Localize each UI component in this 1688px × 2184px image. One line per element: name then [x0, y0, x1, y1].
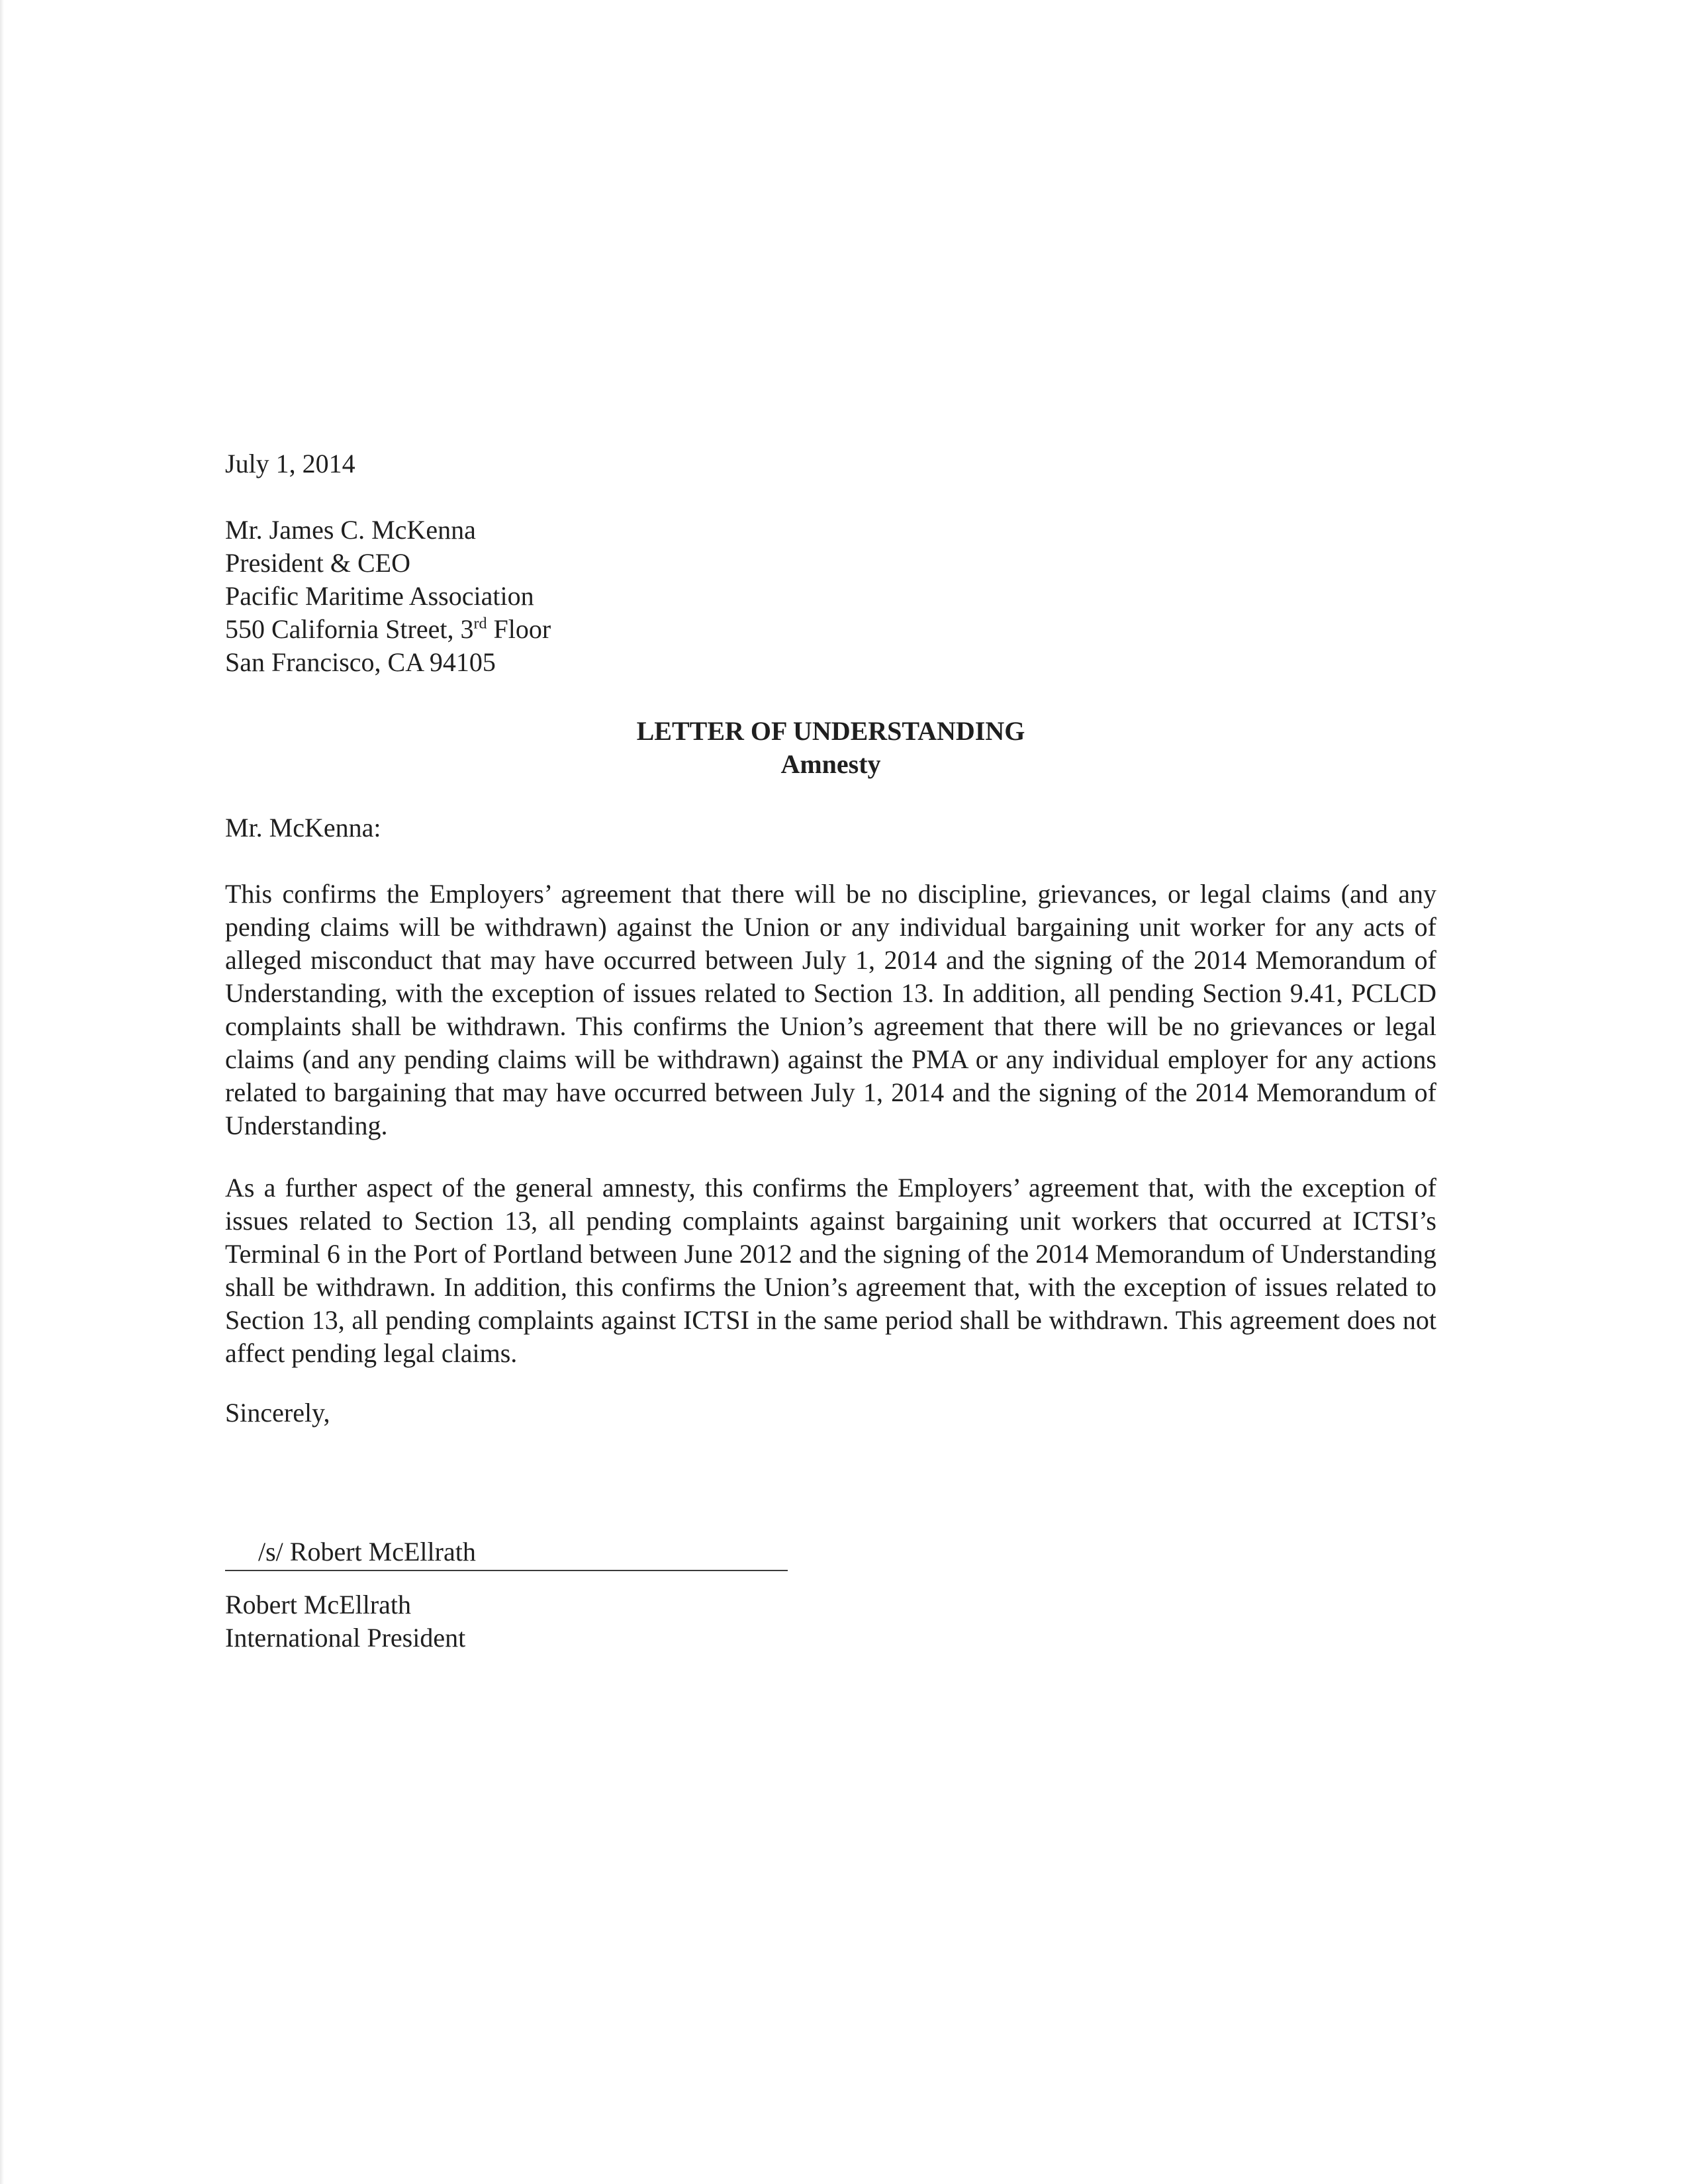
signer-name: Robert McEllrath [225, 1590, 412, 1619]
scan-edge [0, 0, 4, 2184]
recipient-address [225, 514, 1436, 679]
signature-block [225, 1535, 788, 1655]
body-paragraph-1: This confirms the Employers’ agreement that there will be no discipline, grievances, or legal claims (and any pending claims will be withdrawn) against the Union or any individual bargaining unit worker for any acts of alleged misconduct that may have occurred between July 1, 2014 and the signing of the 2014 Memorandum of Understanding, with the exception of issues related to Section 13. In addition, all pending Section 9.41, PCLCD complaints shall be withdrawn. This confirms the Union’s agreement that there will be no grievances or legal claims (and any pending claims will be withdrawn) against the PMA or any individual employer for any actions related to bargaining that may have occurred between July 1, 2014 and the signing of the 2014 Memorandum of Understanding. [225, 879, 1436, 1140]
letter-date: July 1, 2014 [225, 449, 355, 478]
signer-title: International President [225, 1623, 466, 1653]
street-ordinal: rd [473, 615, 487, 633]
street-suffix: Floor [487, 614, 551, 644]
heading-subtitle: Amnesty [780, 749, 881, 779]
recipient-city: San Francisco, CA 94105 [225, 647, 496, 677]
recipient-title: President & CEO [225, 548, 410, 578]
letter-heading [225, 715, 1436, 781]
body-paragraph-2: As a further aspect of the general amnesty, this confirms the Employers’ agreement that, with the exception of issues related to Section 13, all pending complaints against bargaining unit workers that occurred at ICTSI’s Terminal 6 in the Port of Portland between June 2012 and the signing of the 2014 Memorandum of Understanding shall be withdrawn. In addition, this confirms the Union’s agreement that, with the exception of issues related to Section 13, all pending complaints against ICTSI in the same period shall be withdrawn. This agreement does not affect pending legal claims. [225, 1173, 1436, 1368]
salutation: Mr. McKenna: [225, 813, 381, 842]
recipient-street [225, 613, 1436, 646]
recipient-organization: Pacific Maritime Association [225, 581, 534, 611]
recipient-name: Mr. James C. McKenna [225, 515, 476, 545]
closing: Sincerely, [225, 1398, 330, 1428]
heading-title: LETTER OF UNDERSTANDING [636, 716, 1025, 746]
street-prefix: 550 California Street, 3 [225, 614, 474, 644]
signature-line: /s/ Robert McEllrath [225, 1535, 788, 1571]
